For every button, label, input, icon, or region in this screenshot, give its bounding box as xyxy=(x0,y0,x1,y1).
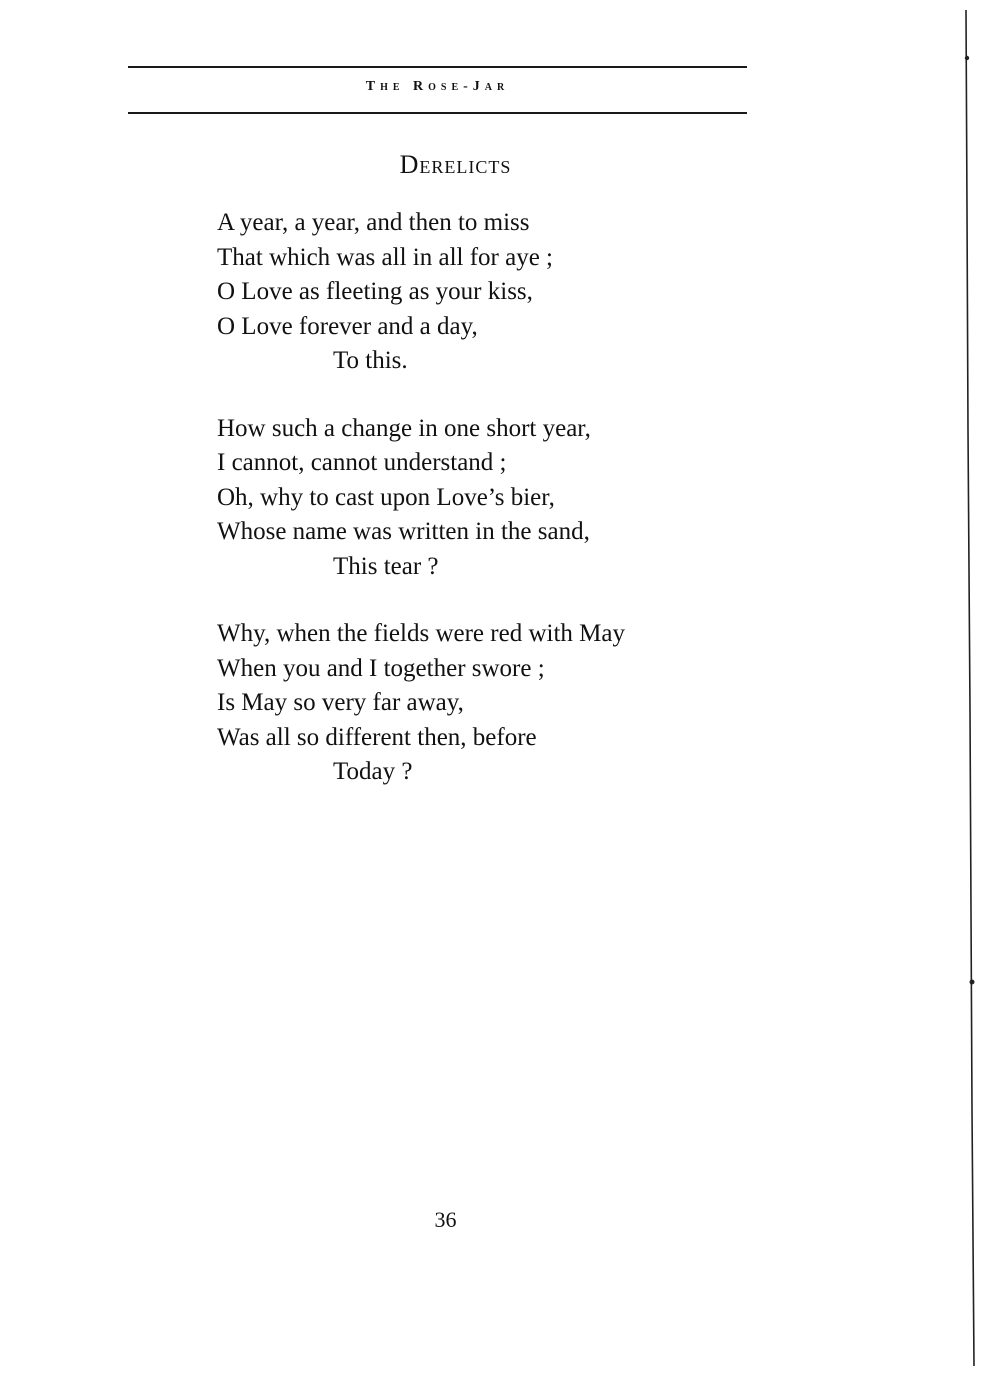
poem-refrain: This tear ? xyxy=(333,552,439,580)
poem-line: Whose name was written in the sand, xyxy=(217,518,590,545)
poem-body xyxy=(217,206,757,823)
running-head: The Rose-Jar xyxy=(365,79,510,94)
poem-refrain: To this. xyxy=(333,347,408,374)
stanza-3 xyxy=(217,617,757,790)
poem-line: A year, a year, and then to miss xyxy=(217,209,530,236)
poem-line: How such a change in one short year, xyxy=(217,414,591,442)
stanza-2 xyxy=(217,412,757,585)
header-rule-top xyxy=(128,66,747,68)
poem-line: That which was all in all for aye ; xyxy=(217,243,553,271)
poem-line: O Love forever and a day, xyxy=(217,312,478,340)
poem-refrain: Today ? xyxy=(333,758,413,785)
poem-title: Derelicts xyxy=(399,150,512,179)
poem-line: Oh, why to cast upon Love’s bier, xyxy=(217,483,555,511)
header-rule-bottom xyxy=(128,112,747,114)
page-binding-edge xyxy=(962,10,982,1366)
poem-line: Was all so different then, before xyxy=(217,723,537,751)
poem-line: I cannot, cannot understand ; xyxy=(217,449,507,476)
poem-line: Is May so very far away, xyxy=(217,689,464,716)
stanza-1 xyxy=(217,206,757,379)
poem-line: O Love as fleeting as your kiss, xyxy=(217,278,533,305)
page-number: 36 xyxy=(434,1207,457,1232)
poem-line: Why, when the fields were red with May xyxy=(217,620,625,647)
poem-line: When you and I together swore ; xyxy=(217,654,545,682)
